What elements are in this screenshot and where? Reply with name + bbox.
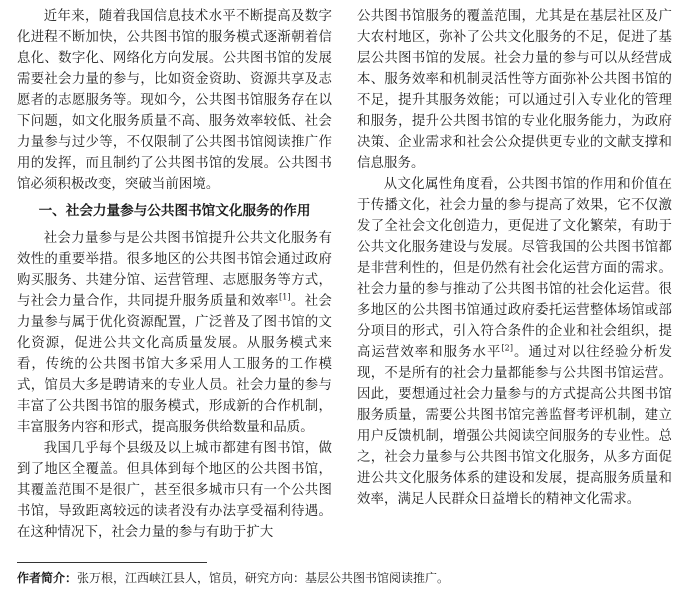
intro-paragraph: 近年来，随着我国信息技术水平不断提高及数字化进程不断加快，公共图书馆的服务模式逐渐朝着信息化、数字化、网络化方向发展。公共图书馆的发展需要社会力量的参与，比如资金资助、资源共享及志愿者的志愿服务等。现如今，公共图书馆服务存在以下问题，如文化服务质量不高、服务效率较低、社会力量参与过少等，不仅限制了公共图书馆阅读推广作用的发挥，而且制约了公共图书馆的发展。公共图书馆必须积极改变，突破当前困境。	[17, 9, 332, 192]
paragraph-text: 社会力量参与是公共图书馆提升公共文化服务有效性的重要举措。很多地区的公共图书馆会通过政府购买服务、共建分馆、运营管理、志愿服务等方式，与社会力量合作，共同提升服务质量和效率	[17, 231, 332, 309]
citation-marker-1: [1]	[278, 292, 291, 302]
left-column	[17, 6, 332, 543]
footnote-label: 作者简介：	[17, 571, 78, 585]
citation-marker-2: [2]	[501, 343, 514, 353]
paragraph-text: 。通过对以往经验分析发现，不是所有的社会力量都能参与公共图书馆运营。因此，要想通过社会力量参与的方式提高公共图书馆服务质量，需要公共图书馆完善监督考评机制，建立用户反馈机制，增强公共阅读空间服务的专业性。总之，社会力量参与公共图书馆文化服务，从多方面促进公共文化服务体系的建设和发展，提高服务质量和效率，满足人民群众日益增长的精神文化需求。	[357, 345, 672, 507]
right-column	[357, 6, 672, 510]
section-heading: 一、社会力量参与公共图书馆文化服务的作用	[38, 203, 311, 219]
body-paragraph-coverage-continued: 公共图书馆服务的覆盖范围，尤其是在基层社区及广大农村地区，弥补了公共文化服务的不足，促进了基层公共图书馆的发展。社会力量的参与可以从经营成本、服务效率和机制灵活性等方面弥补公共图书馆的不足，提升其服务效能；可以通过引入专业化的管理和服务，提升公共图书馆的专业化服务能力，为政府决策、企业需求和社会公众提供更专业的文献支撑和信息服务。	[357, 9, 672, 171]
footnote-text: 张万根，江西峡江县人，馆员，研究方向：基层公共图书馆阅读推广。	[77, 571, 450, 585]
author-footnote	[17, 569, 449, 587]
paragraph-text: 从文化属性角度看，公共图书馆的作用和价值在于传播文化，社会力量的参与提高了效果，它不仅激发了全社会文化创造力，更促进了文化繁荣，有助于公共文化服务建设与发展。尽管我国的公共图书馆都是非营利性的，但是仍然有社会化运营方面的需求。社会力量的参与推动了公共图书馆的社会化运营。很多地区的公共图书馆通过政府委托运营整体场馆或部分项目的形式，引入符合条件的企业和社会组织，提高运营效率和服务水平	[357, 177, 672, 360]
footnote-divider	[17, 562, 207, 563]
body-paragraph-coverage: 我国几乎每个县级及以上城市都建有图书馆，做到了地区全覆盖。但具体到每个地区的公共图书馆，其覆盖范围不是很广，甚至很多城市只有一个公共图书馆，导致距离较远的读者没有办法享受福利待遇。在这种情况下，社会力量的参与有助于扩大	[17, 441, 332, 540]
body-paragraph-social-participation	[17, 228, 332, 438]
paragraph-text: 。社会力量参与属于优化资源配置，广泛普及了图书馆的文化资源，促进公共文化高质量发展。从服务模式来看，传统的公共图书馆大多采用人工服务的工作模式，馆员大多是聘请来的专业人员。社会力量的参与丰富了公共图书馆的服务模式，形成新的合作机制，丰富服务内容和形式，提高服务供给数量和品质。	[17, 294, 332, 435]
body-paragraph-cultural-attribute	[357, 174, 672, 510]
